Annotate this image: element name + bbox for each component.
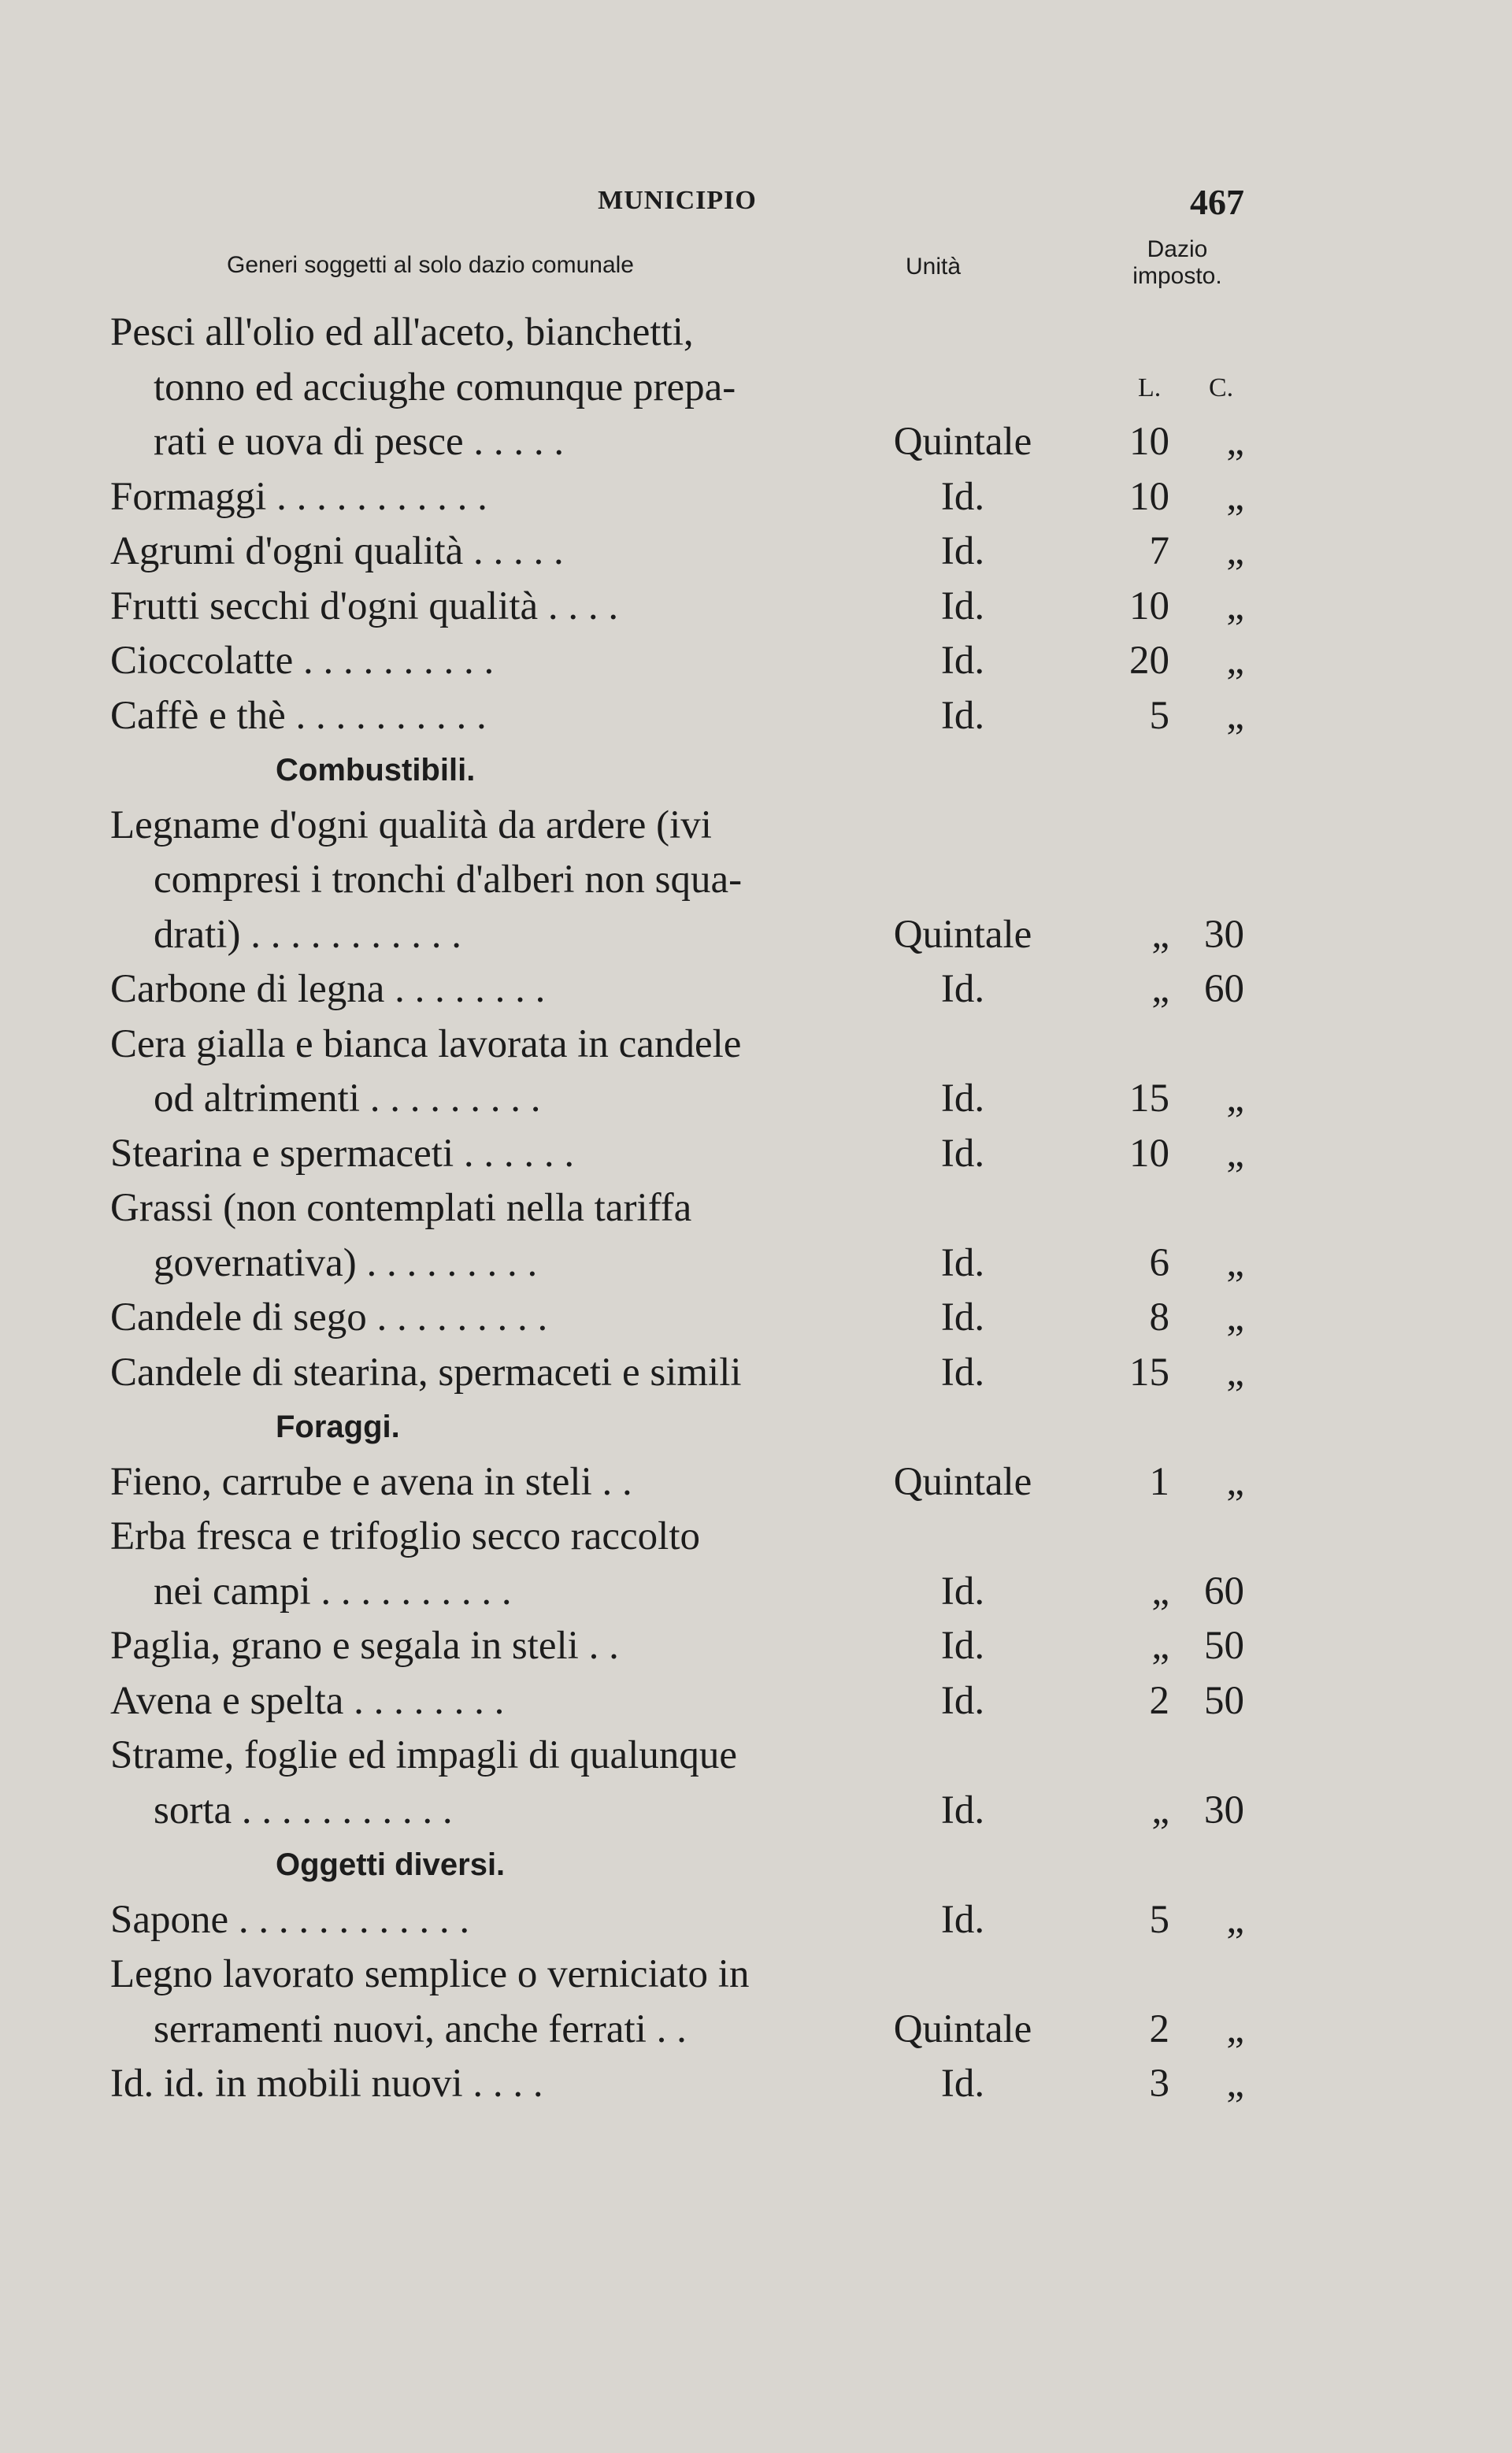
table-row-line (110, 470, 1244, 525)
unit-cell: Id. (940, 1788, 985, 1832)
unit-cell: Id. (940, 474, 985, 519)
table-row-line (110, 1565, 1244, 1620)
centesimi-cell: „ (1226, 639, 1244, 683)
goods-description: Agrumi d'ogni qualità . . . . . (110, 529, 564, 573)
table-row-line (110, 634, 1244, 689)
table-row-line (110, 1455, 1244, 1510)
centesimi-cell: „ (1226, 2062, 1244, 2106)
tariff-table (110, 306, 1244, 2112)
unit-cell: Quintale (893, 912, 1032, 957)
unit-cell: Id. (940, 1569, 985, 1614)
table-row-line (110, 962, 1244, 1017)
table-row-line (110, 2003, 1244, 2058)
table-row-line (110, 361, 1244, 416)
table-row-line (110, 1346, 1244, 1401)
lire-cell: 2 (1149, 1678, 1169, 1723)
goods-description: Fieno, carrube e avena in steli . . (110, 1459, 632, 1504)
table-row-line (110, 1729, 1244, 1784)
lire-cell: 20 (1129, 639, 1169, 683)
centesimi-cell: „ (1226, 1897, 1244, 1942)
centesimi-cell: „ (1226, 693, 1244, 738)
centesimi-cell: „ (1226, 1295, 1244, 1340)
lire-cell: „ (1151, 967, 1169, 1011)
goods-description: Pesci all'olio ed all'aceto, bianchetti, (110, 310, 694, 354)
centesimi-cell: 30 (1204, 912, 1244, 957)
goods-description: Legname d'ogni qualità da ardere (ivi (110, 802, 712, 847)
lire-cell: 6 (1149, 1240, 1169, 1285)
centesimi-cell: „ (1226, 420, 1244, 464)
goods-description: Formaggi . . . . . . . . . . . (110, 474, 487, 519)
unit-cell: Id. (940, 1295, 985, 1340)
section-heading: Combustibili. (276, 753, 476, 787)
table-row-line (110, 524, 1244, 580)
centesimi-cell: „ (1226, 529, 1244, 573)
unit-cell: Id. (940, 1240, 985, 1285)
table-row-line (110, 1510, 1244, 1565)
goods-description: compresi i tronchi d'alberi non squa- (154, 858, 743, 902)
centesimi-cell: 60 (1204, 967, 1244, 1011)
unit-cell: Quintale (893, 420, 1032, 464)
lire-cell: 1 (1149, 1459, 1169, 1504)
section-heading: Oggetti diversi. (276, 1847, 506, 1882)
unit-cell: Quintale (893, 1459, 1032, 1504)
table-row-line (110, 415, 1244, 470)
goods-description: serramenti nuovi, anche ferrati . . (154, 2006, 687, 2051)
centesimi-cell: 50 (1204, 1624, 1244, 1668)
table-row-line (110, 1784, 1244, 1839)
centesimi-cell: „ (1226, 1131, 1244, 1176)
unit-cell: Id. (940, 693, 985, 738)
column-header-unit: Unità (906, 254, 962, 280)
lire-cell: 5 (1149, 1897, 1169, 1942)
lire-cell: 5 (1149, 693, 1169, 738)
unit-cell: Id. (940, 1131, 985, 1176)
centesimi-cell: „ (1226, 1076, 1244, 1121)
goods-description: Legno lavorato semplice o verniciato in (110, 1952, 750, 1996)
goods-description: od altrimenti . . . . . . . . . (154, 1076, 541, 1121)
unit-cell: Id. (940, 2062, 985, 2106)
centesimi-cell: „ (1226, 1350, 1244, 1395)
column-header-goods: Generi soggetti al solo dazio comunale (227, 252, 634, 278)
centesimi-cell: 30 (1204, 1788, 1244, 1832)
table-row-line (110, 799, 1244, 854)
lire-cell: 10 (1129, 584, 1169, 628)
lire-header: L. (1138, 372, 1162, 402)
centesimi-cell: „ (1226, 1459, 1244, 1504)
unit-cell: Id. (940, 584, 985, 628)
table-row-line (110, 306, 1244, 361)
goods-description: Sapone . . . . . . . . . . . . (110, 1897, 470, 1942)
page-number: 467 (1190, 182, 1244, 222)
goods-description: Strame, foglie ed impagli di qualunque (110, 1733, 737, 1777)
goods-description: Avena e spelta . . . . . . . . (110, 1678, 505, 1723)
goods-description: Paglia, grano e segala in steli . . (110, 1624, 619, 1668)
table-row-line (110, 689, 1244, 744)
unit-cell: Id. (940, 1897, 985, 1942)
goods-description: Carbone di legna . . . . . . . . (110, 967, 546, 1011)
unit-cell: Id. (940, 1076, 985, 1121)
table-row-line (110, 1236, 1244, 1291)
table-row-line (110, 853, 1244, 908)
lire-cell: 10 (1129, 420, 1169, 464)
lire-cell: „ (1151, 912, 1169, 957)
goods-description: Cioccolatte . . . . . . . . . . (110, 639, 495, 683)
unit-cell: Id. (940, 1678, 985, 1723)
centesimi-cell: 60 (1204, 1569, 1244, 1614)
goods-description: Frutti secchi d'ogni qualità . . . . (110, 584, 619, 628)
lire-cell: 3 (1149, 2062, 1169, 2106)
table-row-line (110, 1181, 1244, 1236)
table-row-line (110, 1017, 1244, 1073)
unit-cell: Id. (940, 1350, 985, 1395)
table-row-line (110, 1674, 1244, 1729)
running-head-title: MUNICIPIO (598, 186, 757, 215)
goods-description: Id. id. in mobili nuovi . . . . (110, 2062, 543, 2106)
centesimi-cell: „ (1226, 2006, 1244, 2051)
running-head (110, 182, 1244, 225)
table-row-line (110, 1619, 1244, 1674)
table-row-line (110, 1127, 1244, 1182)
goods-description: Candele di sego . . . . . . . . . (110, 1295, 548, 1340)
lire-cell: 2 (1149, 2006, 1169, 2051)
centesimi-cell: „ (1226, 584, 1244, 628)
goods-description: drati) . . . . . . . . . . . (154, 912, 461, 957)
lire-cell: 8 (1149, 1295, 1169, 1340)
column-header-tax: Dazio imposto. (1132, 236, 1222, 289)
lire-cell: 7 (1149, 529, 1169, 573)
goods-description: Candele di stearina, spermaceti e simili (110, 1350, 742, 1395)
centesimi-cell: „ (1226, 1240, 1244, 1285)
table-row-line (110, 1291, 1244, 1346)
table-row-line (110, 1072, 1244, 1127)
lire-cell: 15 (1129, 1350, 1169, 1395)
goods-description: Cera gialla e bianca lavorata in candele (110, 1021, 742, 1066)
goods-description: Erba fresca e trifoglio secco raccolto (110, 1514, 701, 1558)
unit-cell: Quintale (893, 2006, 1032, 2051)
table-row-line (110, 908, 1244, 963)
lire-cell: 15 (1129, 1076, 1169, 1121)
unit-cell: Id. (940, 639, 985, 683)
goods-description: nei campi . . . . . . . . . . (154, 1569, 512, 1614)
goods-description: sorta . . . . . . . . . . . (154, 1788, 453, 1832)
lire-cell: 10 (1129, 474, 1169, 519)
goods-description: Grassi (non contemplati nella tariffa (110, 1186, 692, 1230)
table-row-line (110, 1947, 1244, 2003)
unit-cell: Id. (940, 529, 985, 573)
goods-description: Stearina e spermaceti . . . . . . (110, 1131, 575, 1176)
centesimi-cell: 50 (1204, 1678, 1244, 1723)
table-row-line (110, 2057, 1244, 2112)
goods-description: Caffè e thè . . . . . . . . . . (110, 693, 487, 738)
lire-cell: „ (1151, 1569, 1169, 1614)
section-heading: Foraggi. (276, 1410, 400, 1444)
centesimi-header: C. (1209, 372, 1234, 402)
centesimi-cell: „ (1226, 474, 1244, 519)
lire-cell: „ (1151, 1788, 1169, 1832)
table-row-line (110, 1893, 1244, 1948)
goods-description: rati e uova di pesce . . . . . (154, 420, 565, 464)
unit-cell: Id. (940, 1624, 985, 1668)
lire-cell: „ (1151, 1624, 1169, 1668)
unit-cell: Id. (940, 967, 985, 1011)
table-row-line (110, 580, 1244, 635)
lire-cell: 10 (1129, 1131, 1169, 1176)
goods-description: tonno ed acciughe comunque prepa- (154, 365, 736, 409)
goods-description: governativa) . . . . . . . . . (154, 1240, 538, 1285)
